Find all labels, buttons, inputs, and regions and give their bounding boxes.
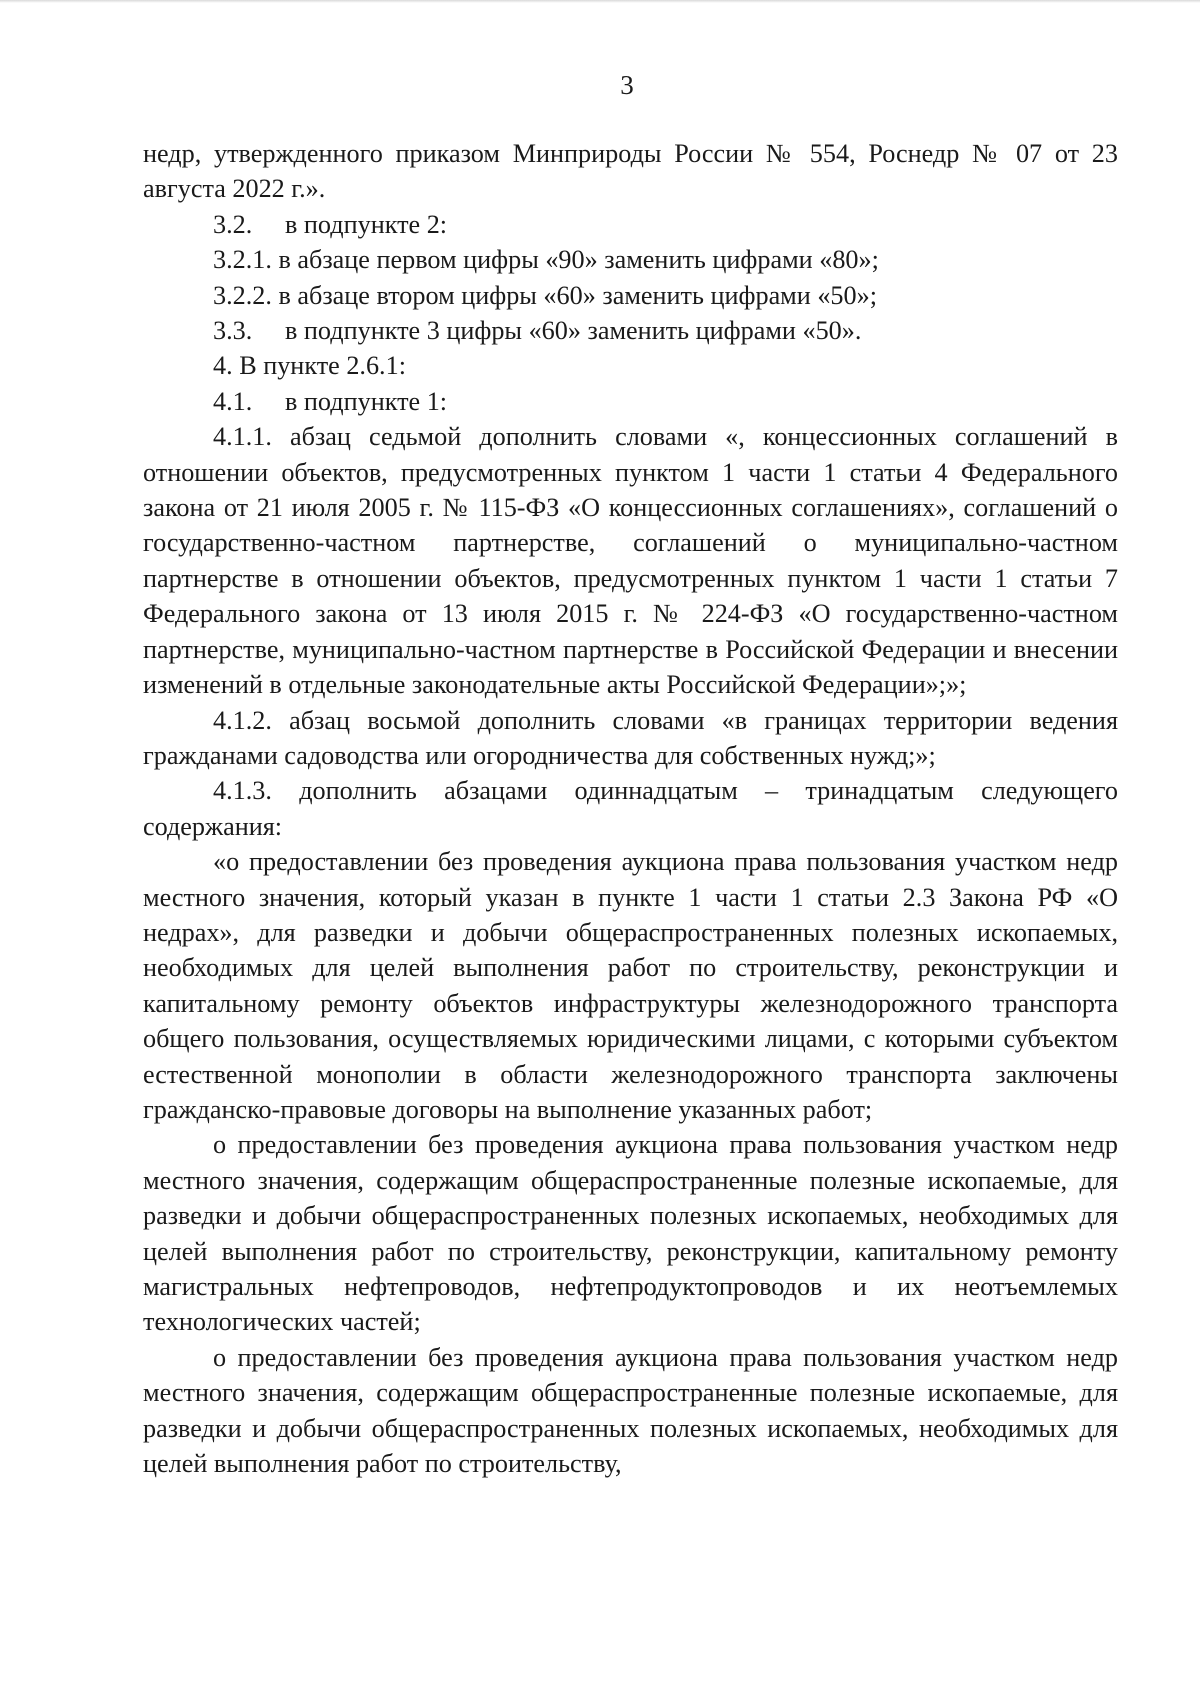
document-body xyxy=(143,136,1118,1481)
page-number: 3 xyxy=(620,70,634,100)
paragraph-insert-11: «о предоставлении без проведения аукциона права пользования участком недр местного значения, который указан в пункте 1 части 1 статьи 2.3 Закона РФ «О недрах», для разведки и добычи общераспространенных полезных ископаемых, необходимых для целей выполнения работ по строительству, реконструкции и капитальному ремонту объектов инфраструктуры железнодорожного транспорта общего пользования, осуществляемых юридическими лицами, с которыми субъектом естественной монополии в области железнодорожного транспорта заключены гражданско-правовые договоры на выполнение указанных работ; xyxy=(143,847,1118,1124)
paragraph-4-1-3: 4.1.3. дополнить абзацами одиннадцатым – тринадцатым следующего содержания: xyxy=(143,776,1118,841)
paragraph-3-3 xyxy=(143,313,1118,348)
paragraph-3-2-1: 3.2.1. в абзаце первом цифры «90» заменить цифрами «80»; xyxy=(213,245,879,275)
item-text: в подпункте 1: xyxy=(285,386,448,416)
scan-top-edge xyxy=(0,0,1200,3)
item-text: в подпункте 2: xyxy=(285,209,448,239)
paragraph-continuation: недр, утвержденного приказом Минприроды России № 554, Роснедр № 07 от 23 августа 2022 г.». xyxy=(143,139,1118,204)
paragraph-4-1 xyxy=(143,384,1118,419)
paragraph-4: 4. В пункте 2.6.1: xyxy=(213,351,406,381)
item-number: 4.1. xyxy=(213,386,253,416)
paragraph-3-2-2: 3.2.2. в абзаце втором цифры «60» заменить цифрами «50»; xyxy=(213,280,877,310)
item-text: в подпункте 3 цифры «60» заменить цифрами «50». xyxy=(285,316,862,346)
paragraph-4-1-1: 4.1.1. абзац седьмой дополнить словами «, концессионных соглашений в отношении объектов, предусмотренных пунктом 1 части 1 статьи 4 Федерального закона от 21 июля 2005 г. № 115-ФЗ «О концессионных соглашениях», соглашений о государственно-частном партнерстве, соглашений о муниципально-частном партнерстве в отношении объектов, предусмотренных пунктом 1 части 1 статьи 7 Федерального закона от 13 июля 2015 г. № 224-ФЗ «О государственно-частном партнерстве, муниципально-частном партнерстве в Российской Федерации и внесении изменений в отдельные законодательные акты Российской Федерации»;»; xyxy=(143,422,1118,700)
paragraph-3-2 xyxy=(143,207,1118,242)
item-number: 3.3. xyxy=(213,316,253,346)
paragraph-4-1-2: 4.1.2. абзац восьмой дополнить словами «в границах территории ведения гражданами садоводства или огородничества для собственных нужд;»; xyxy=(143,705,1118,770)
paragraph-insert-13: о предоставлении без проведения аукциона права пользования участком недр местного значения, содержащим общераспространенные полезные ископаемые, для разведки и добычи общераспространенных полезных ископаемых, необходимых для целей выполнения работ по строительству, xyxy=(143,1342,1118,1479)
paragraph-insert-12: о предоставлении без проведения аукциона права пользования участком недр местного значения, содержащим общераспространенные полезные ископаемые, для разведки и добычи общераспространенных полезных ископаемых, необходимых для целей выполнения работ по строительству, реконструкции, капитальному ремонту магистральных нефтепроводов, нефтепродуктопроводов и их неотъемлемых технологических частей; xyxy=(143,1130,1118,1337)
item-number: 3.2. xyxy=(213,209,253,239)
